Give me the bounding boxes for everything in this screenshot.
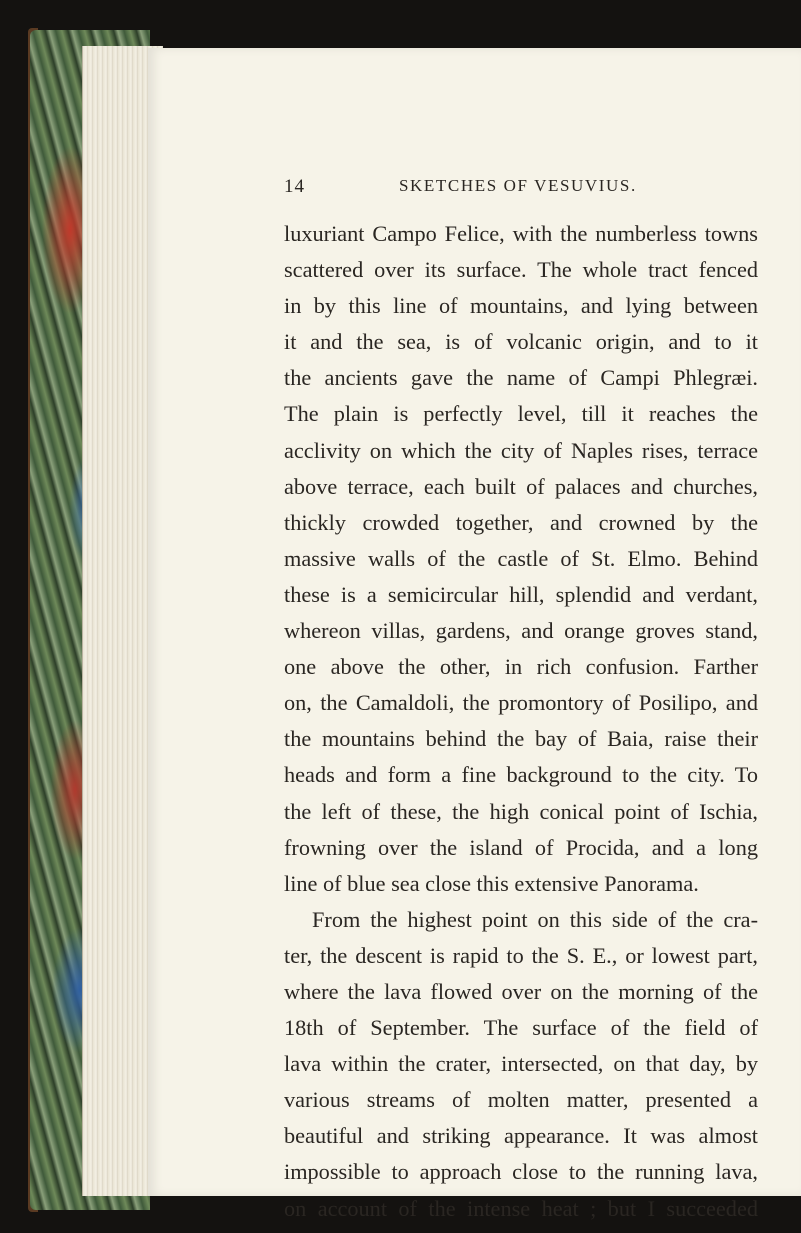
page-number: 14: [284, 176, 305, 197]
text-line: The plain is perfectly level, till it reaches the: [284, 401, 758, 427]
text-line: it and the sea, is of volcanic origin, and to it: [284, 329, 758, 355]
text-line: heads and form a fine background to the city. To: [284, 762, 758, 788]
text-line: on, the Camaldoli, the promontory of Posilipo, and: [284, 690, 758, 716]
text-line: various streams of molten matter, presented a: [284, 1087, 758, 1113]
running-title: SKETCHES OF VESUVIUS.: [399, 176, 637, 195]
text-line: thickly crowded together, and crowned by the: [284, 509, 758, 535]
text-line: where the lava flowed over on the morning of the: [284, 978, 758, 1004]
text-line: whereon villas, gardens, and orange groves stand,: [284, 618, 758, 644]
text-line: ter, the descent is rapid to the S. E., or lowest part,: [284, 942, 758, 968]
text-line: the ancients gave the name of Campi Phlegræi.: [284, 365, 758, 391]
text-line: beautiful and striking appearance. It was almost: [284, 1123, 758, 1149]
text-line: lava within the crater, intersected, on that day, by: [284, 1051, 758, 1077]
body-text: [284, 216, 758, 1227]
text-line: these is a semicircular hill, splendid and verdant,: [284, 581, 758, 607]
text-line: in by this line of mountains, and lying between: [284, 293, 758, 319]
text-line: luxuriant Campo Felice, with the numberless towns: [284, 221, 758, 246]
text-line: impossible to approach close to the running lava,: [284, 1159, 758, 1185]
text-line: 18th of September. The surface of the field of: [284, 1015, 758, 1041]
text-line: the left of these, the high conical point of Ischia,: [284, 798, 758, 824]
text-line: massive walls of the castle of St. Elmo. Behind: [284, 545, 758, 571]
text-line: above terrace, each built of palaces and churches,: [284, 473, 758, 499]
text-line: scattered over its surface. The whole tract fenced: [284, 257, 758, 283]
text-line: one above the other, in rich confusion. Farther: [284, 654, 758, 680]
text-line: line of blue sea close this extensive Panorama.: [284, 870, 699, 896]
text-line: on account of the intense heat ; but I succeeded: [284, 1195, 758, 1221]
text-line: acclivity on which the city of Naples rises, terrace: [284, 437, 758, 463]
text-line: frowning over the island of Procida, and a long: [284, 834, 758, 860]
text-line: the mountains behind the bay of Baia, raise their: [284, 726, 758, 752]
paragraph-start-line: From the highest point on this side of the cra-: [312, 906, 758, 932]
